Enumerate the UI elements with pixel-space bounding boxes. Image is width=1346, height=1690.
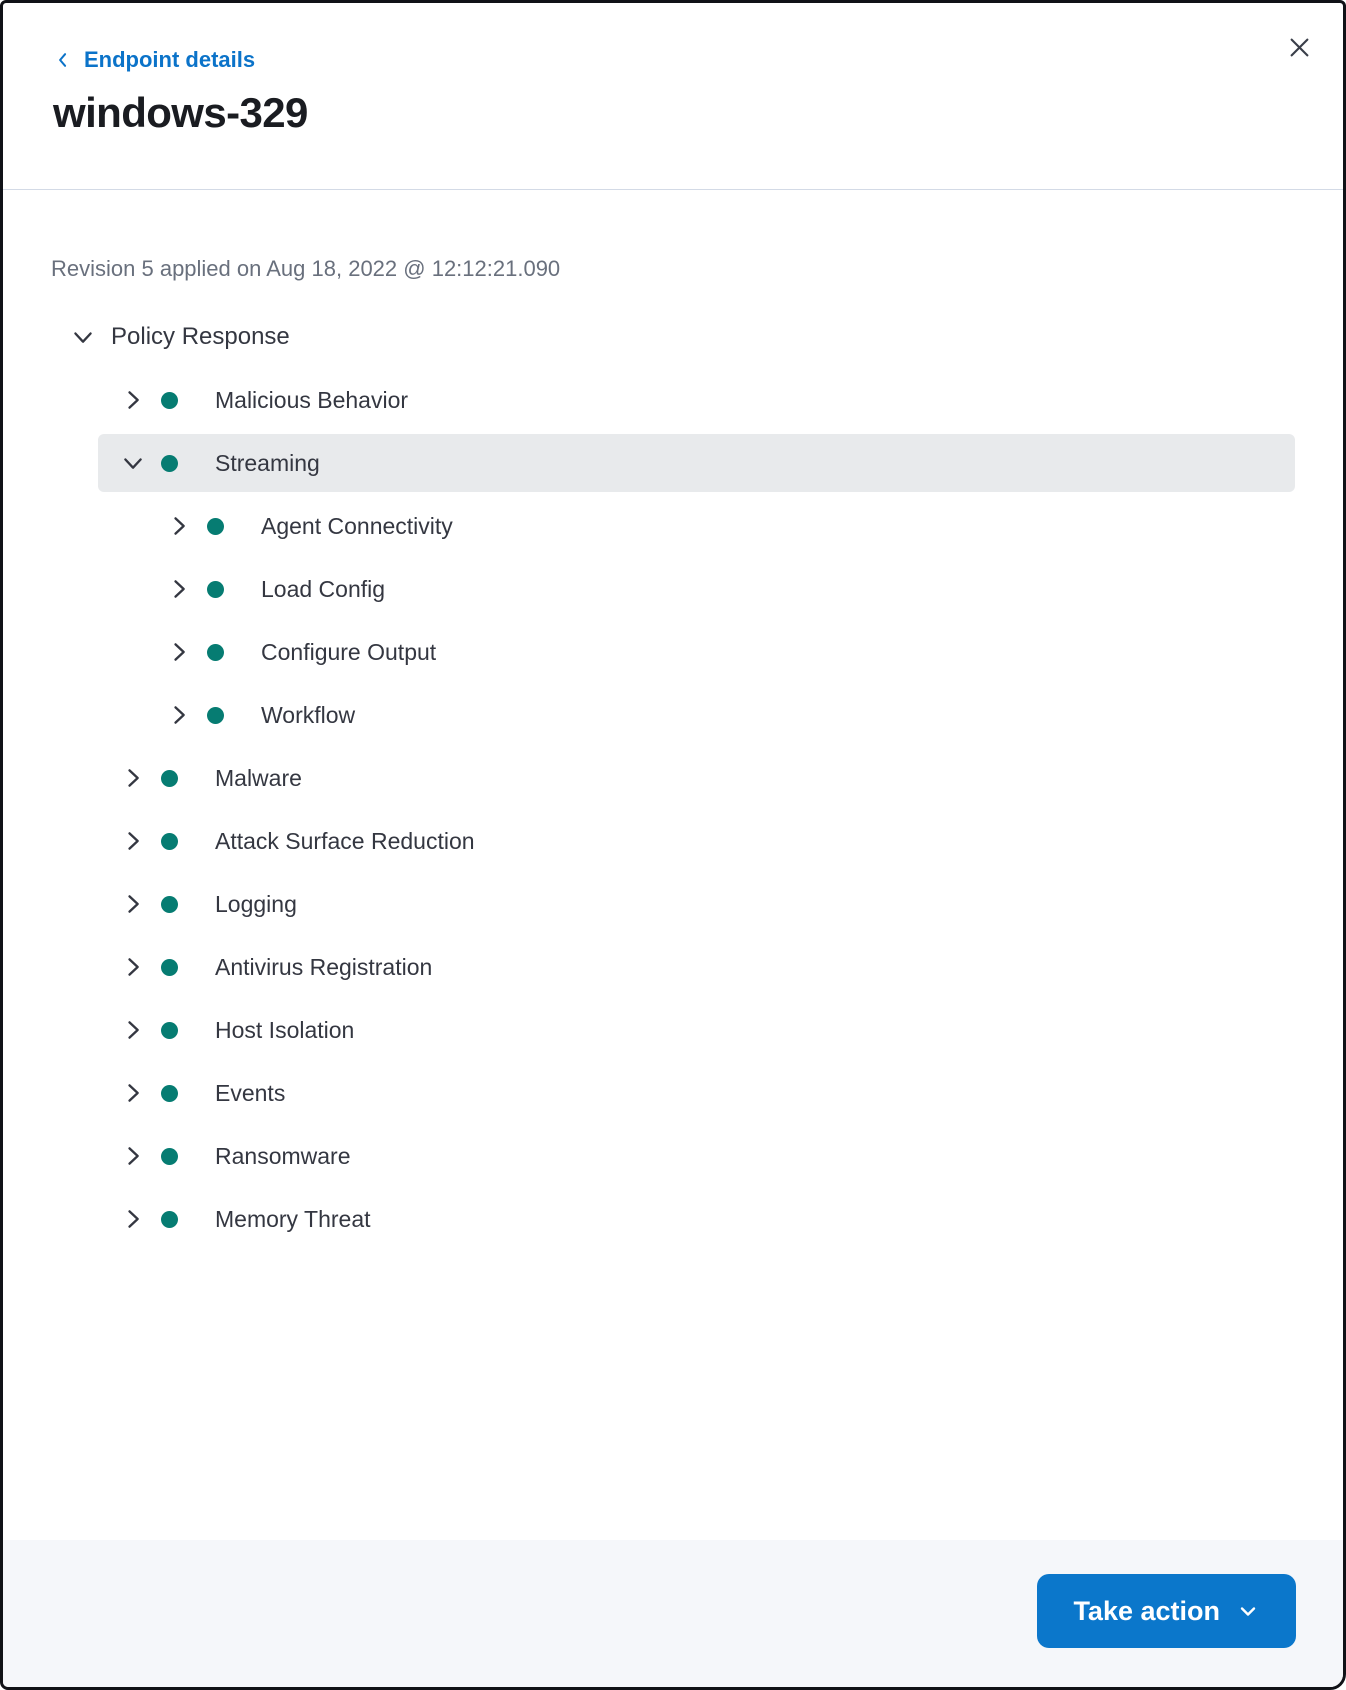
tree-node-label: Configure Output [261,638,437,665]
tree-node-antivirus-registration[interactable] [98,938,1295,996]
status-dot-icon [161,770,178,787]
tree-node-streaming[interactable] [98,434,1295,492]
back-to-endpoint-details-link[interactable] [53,49,255,71]
status-dot-icon [161,959,178,976]
tree-node-ransomware[interactable] [98,1127,1295,1185]
tree-node-malware[interactable] [98,749,1295,807]
tree-node-logging[interactable] [98,875,1295,933]
policy-response-tree [51,308,1295,1248]
chevron-right-icon[interactable] [119,1205,147,1233]
status-dot-icon [207,581,224,598]
chevron-right-icon[interactable] [119,827,147,855]
tree-node-label: Policy Response [111,323,290,350]
chevron-right-icon[interactable] [119,1142,147,1170]
status-dot-icon [161,1085,178,1102]
tree-node-workflow[interactable] [144,686,1295,744]
back-link-label: Endpoint details [84,47,256,72]
tree-node-label: Load Config [261,575,386,602]
take-action-label: Take action [1073,1595,1220,1626]
tree-node-memory-threat[interactable] [98,1190,1295,1248]
tree-node-events[interactable] [98,1064,1295,1122]
status-dot-icon [161,455,178,472]
flyout-footer [3,1540,1343,1687]
tree-node-agent-connectivity[interactable] [144,497,1295,555]
tree-node-label: Streaming [215,449,320,476]
status-dot-icon [207,518,224,535]
flyout-body [3,190,1343,1248]
tree-node-label: Agent Connectivity [261,512,453,539]
status-dot-icon [161,1211,178,1228]
chevron-down-icon[interactable] [69,323,97,351]
tree-node-label: Logging [215,890,297,917]
status-dot-icon [207,707,224,724]
status-dot-icon [161,1148,178,1165]
tree-node-policy-response[interactable] [51,308,1295,366]
chevron-right-icon[interactable] [119,890,147,918]
tree-node-label: Antivirus Registration [215,953,433,980]
tree-node-label: Attack Surface Reduction [215,827,475,854]
close-flyout-button[interactable] [1277,27,1321,71]
chevron-right-icon[interactable] [119,953,147,981]
tree-node-host-isolation[interactable] [98,1001,1295,1059]
take-action-button[interactable] [1037,1574,1296,1648]
status-dot-icon [161,1022,178,1039]
chevron-down-icon[interactable] [119,449,147,477]
tree-node-load-config[interactable] [144,560,1295,618]
tree-node-attack-surface-reduction[interactable] [98,812,1295,870]
tree-node-configure-output[interactable] [144,623,1295,681]
chevron-right-icon[interactable] [119,764,147,792]
tree-node-label: Malicious Behavior [215,386,409,413]
tree-node-label: Events [215,1079,286,1106]
chevron-right-icon[interactable] [119,1079,147,1107]
status-dot-icon [161,392,178,409]
chevron-right-icon[interactable] [165,575,193,603]
tree-items [51,371,1295,1248]
tree-node-label: Memory Threat [215,1205,371,1232]
chevron-down-icon [1236,1599,1260,1623]
chevron-right-icon[interactable] [165,701,193,729]
chevron-right-icon[interactable] [165,512,193,540]
status-dot-icon [161,833,178,850]
chevron-right-icon[interactable] [119,386,147,414]
revision-applied-text: Revision 5 applied on Aug 18, 2022 @ 12:12:21.090 [51,256,561,281]
tree-node-label: Host Isolation [215,1016,355,1043]
chevron-right-icon[interactable] [119,1016,147,1044]
endpoint-title: windows-329 [53,89,308,136]
status-dot-icon [207,644,224,661]
chevron-right-icon[interactable] [165,638,193,666]
tree-node-label: Malware [215,764,302,791]
tree-node-malicious-behavior[interactable] [98,371,1295,429]
tree-node-label: Workflow [261,701,356,728]
flyout-header [3,3,1343,189]
close-icon [1286,34,1313,64]
status-dot-icon [161,896,178,913]
tree-node-label: Ransomware [215,1142,351,1169]
chevron-left-icon [53,49,73,71]
